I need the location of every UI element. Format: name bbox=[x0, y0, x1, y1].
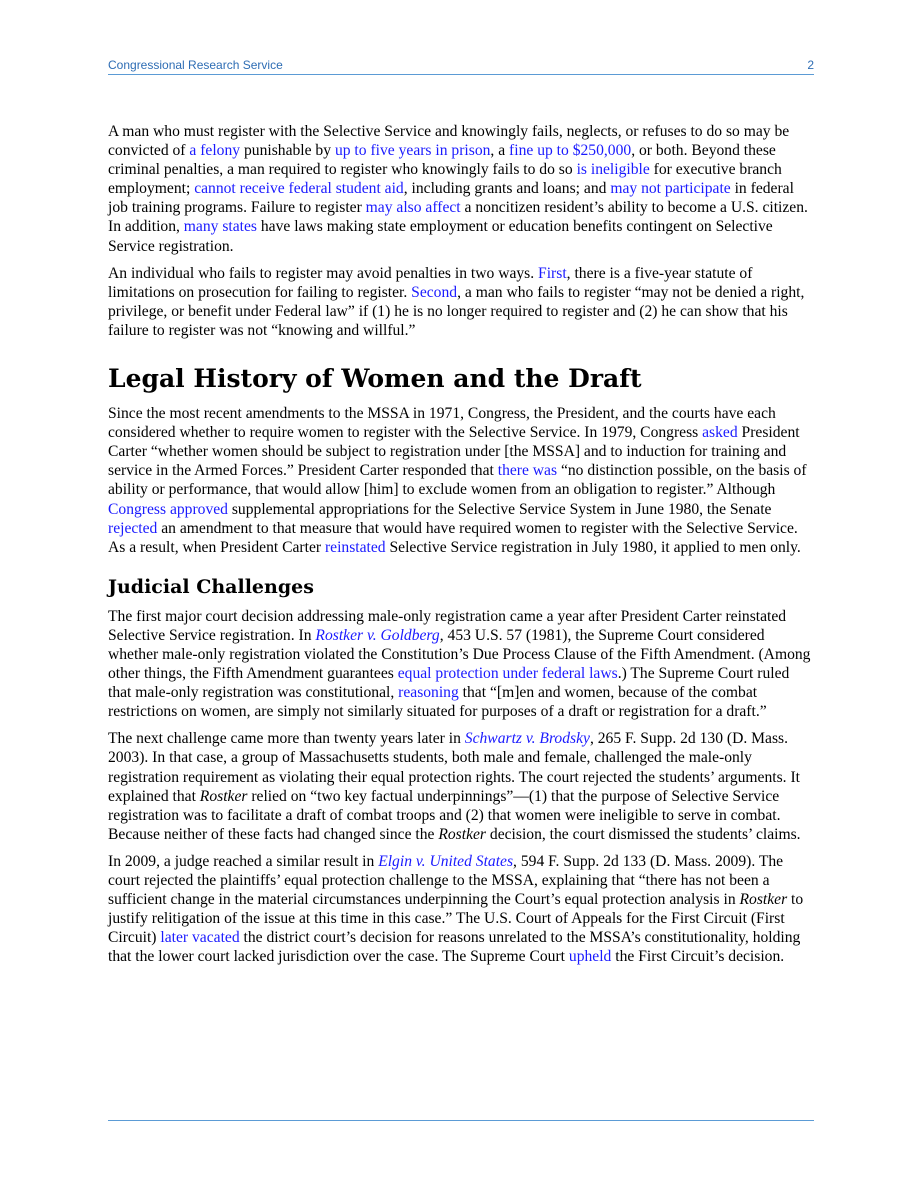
text-run: the First Circuit’s decision. bbox=[611, 948, 785, 966]
page-header bbox=[108, 58, 814, 75]
footer-rule bbox=[108, 1120, 814, 1121]
paragraph-penalties bbox=[108, 122, 814, 256]
text-run: an amendment to that measure that would have required women to register with the Selective Service. As a result, when President Carter bbox=[108, 519, 798, 556]
inline-link[interactable]: cannot receive federal student aid bbox=[194, 180, 404, 198]
text-run: In 2009, a judge reached a similar result in bbox=[108, 852, 379, 870]
inline-link[interactable]: may also affect bbox=[365, 199, 461, 217]
inline-link[interactable]: Congress approved bbox=[108, 500, 228, 518]
subsection-heading: Judicial Challenges bbox=[108, 575, 314, 598]
text-run: supplemental appropriations for the Selective Service System in June 1980, the Senate bbox=[227, 500, 772, 518]
paragraph-rostker bbox=[108, 607, 814, 722]
text-run: President Carter “whether women should be subject to registration under [the MSSA] and to induction for training and service in the Armed Forces.” President Carter responded that bbox=[108, 424, 800, 480]
inline-link[interactable]: reasoning bbox=[398, 684, 459, 702]
inline-link[interactable]: fine up to $250,000 bbox=[509, 142, 632, 160]
inline-link[interactable]: rejected bbox=[108, 519, 158, 537]
inline-link[interactable]: Elgin v. United States bbox=[378, 852, 514, 870]
text-run: , or both. Beyond these criminal penalties, a man required to register who knowingly fails to do so bbox=[108, 142, 776, 179]
paragraph-elgin bbox=[108, 852, 814, 967]
inline-link[interactable]: up to five years in prison bbox=[334, 142, 491, 160]
paragraph-avoid-penalties bbox=[108, 264, 814, 340]
text-run: Rostker bbox=[199, 787, 248, 805]
text-run: , a bbox=[490, 142, 510, 160]
text-run: Rostker bbox=[438, 825, 486, 843]
inline-link[interactable]: reinstated bbox=[324, 538, 386, 556]
text-run: , 594 F. Supp. 2d 133 (D. Mass. 2009). The court rejected the plaintiffs’ equal protection challenge to the MSSA, explaining that “there has not been a sufficient change in the material circumstances underpinning the Court’s equal protection analysis in bbox=[108, 852, 784, 909]
text-run: for executive branch employment; bbox=[108, 161, 782, 198]
text-run: , there is a five-year statute of limitations on prosecution for failing to register. bbox=[108, 264, 753, 301]
text-run: decision, the court dismissed the students’ claims. bbox=[486, 825, 801, 843]
text-run: the district court’s decision for reasons unrelated to the MSSA’s constitutionality, holding that the lower court lacked jurisdiction over the case. The Supreme Court bbox=[108, 929, 801, 966]
text-run: punishable by bbox=[240, 142, 335, 160]
text-run: , 453 U.S. 57 (1981), the Supreme Court considered whether male-only registration violated the Constitution’s Due Process Clause of the Fifth Amendment. (Among other things, the Fifth Amendment guarantees bbox=[108, 626, 811, 683]
section-heading: Legal History of Women and the Draft bbox=[108, 364, 642, 394]
text-run: An individual who fails to register may avoid penalties in two ways. bbox=[108, 264, 539, 282]
inline-link[interactable]: Schwartz v. Brodsky bbox=[464, 730, 590, 748]
inline-link[interactable]: Rostker v. Goldberg bbox=[315, 626, 440, 644]
text-run: , a man who fails to register “may not be denied a right, privilege, or benefit under Federal law” if (1) he is no longer required to register and (2) he can show that his failure to register was not “knowing and willful.” bbox=[108, 283, 805, 339]
page-number: 2 bbox=[807, 58, 814, 72]
document-body bbox=[108, 122, 814, 974]
text-run: “no distinction possible, on the basis of ability or performance, that would allow [him] to exclude women from an obligation to register.” Although bbox=[108, 462, 807, 499]
inline-link[interactable]: is ineligible bbox=[576, 161, 650, 179]
text-run: .) The Supreme Court ruled that male-only registration was constitutional, bbox=[108, 665, 790, 702]
inline-link[interactable]: may not participate bbox=[610, 180, 731, 198]
text-run: that “[m]en and women, because of the combat restrictions on women, are simply not similarly situated for purposes of a draft or registration for a draft.” bbox=[108, 684, 767, 721]
text-run: The next challenge came more than twenty years later in bbox=[108, 730, 465, 748]
inline-link[interactable]: First bbox=[538, 264, 567, 282]
inline-link[interactable]: a felony bbox=[189, 142, 241, 160]
text-run: Rostker bbox=[739, 891, 788, 909]
text-run: in federal job training programs. Failure to register bbox=[108, 180, 794, 217]
text-run: , 265 F. Supp. 2d 130 (D. Mass. 2003). In that case, a group of Massachusetts students, both male and female, challenged the male-only registration requirement as violating their equal protection rights. The court rejected the students’ arguments. It explained that bbox=[108, 730, 800, 805]
text-run: Selective Service registration in July 1980, it applied to men only. bbox=[385, 538, 801, 556]
inline-link[interactable]: later vacated bbox=[160, 929, 240, 947]
text-run: relied on “two key factual underpinnings”—(1) that the purpose of Selective Service registration was to facilitate a draft of combat troops and (2) that women were ineligible to serve in combat. Because neither of these facts had changed since the bbox=[108, 787, 781, 843]
text-run: a noncitizen resident’s ability to become a U.S. citizen. In addition, bbox=[108, 199, 808, 236]
paragraph-history bbox=[108, 404, 814, 557]
text-run: to justify relitigation of the issue at this time in this case.” The U.S. Court of Appeals for the First Circuit (First Circuit) bbox=[108, 891, 804, 947]
inline-link[interactable]: Second bbox=[411, 283, 458, 301]
text-run: The first major court decision addressing male-only registration came a year after President Carter reinstated Selective Service registration. In bbox=[108, 607, 787, 644]
text-run: , including grants and loans; and bbox=[403, 180, 611, 198]
text-run: have laws making state employment or education benefits contingent on Selective Service registration. bbox=[108, 218, 773, 255]
inline-link[interactable]: there was bbox=[497, 462, 558, 480]
inline-link[interactable]: equal protection under federal laws bbox=[397, 665, 618, 683]
inline-link[interactable]: many states bbox=[183, 218, 257, 236]
header-publisher: Congressional Research Service bbox=[108, 58, 283, 72]
text-run: Since the most recent amendments to the MSSA in 1971, Congress, the President, and the courts have each considered whether to require women to register with the Selective Service. In 1979, Congress bbox=[108, 405, 776, 442]
inline-link[interactable]: asked bbox=[702, 424, 738, 442]
paragraph-schwartz bbox=[108, 729, 814, 844]
inline-link[interactable]: upheld bbox=[568, 948, 612, 966]
text-run: A man who must register with the Selective Service and knowingly fails, neglects, or refuses to do so may be convicted of bbox=[108, 123, 790, 160]
